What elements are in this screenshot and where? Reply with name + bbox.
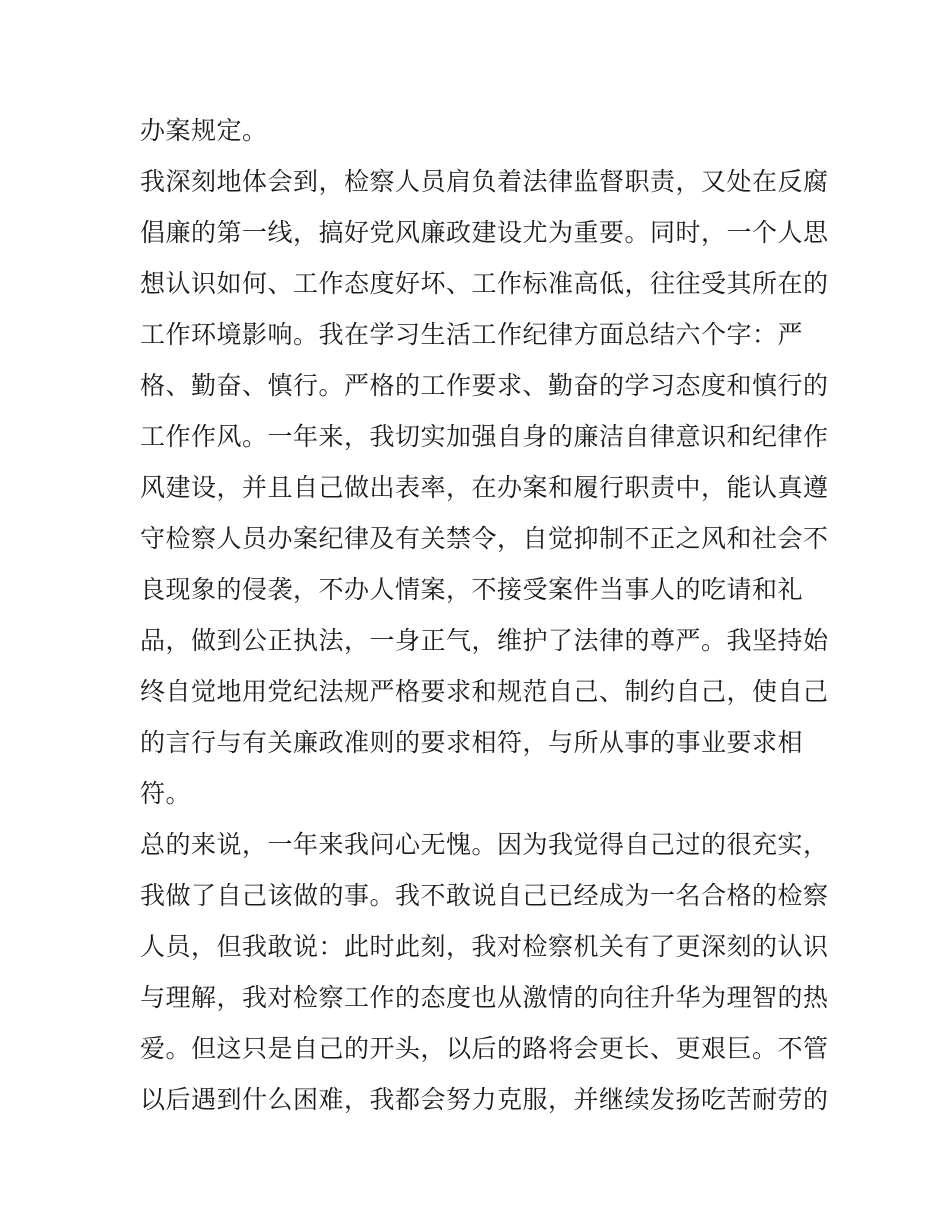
- text-line: 倡廉的第一线，搞好党风廉政建设尤为重要。同时，一个人思: [140, 218, 829, 247]
- text-line: 良现象的侵袭，不办人情案，不接受案件当事人的吃请和礼: [140, 575, 804, 604]
- text-line: 我做了自己该做的事。我不敢说自己已经成为一名合格的检察: [140, 881, 829, 910]
- text-line: 工作环境影响。我在学习生活工作纪律方面总结六个字：严: [140, 320, 804, 349]
- text-line: 终自觉地用党纪法规严格要求和规范自己、制约自己，使自己: [140, 677, 829, 706]
- text-line: 以后遇到什么困难，我都会努力克服，并继续发扬吃苦耐劳的: [140, 1085, 829, 1114]
- text-line: 工作作风。一年来，我切实加强自身的廉洁自律意识和纪律作: [140, 422, 829, 451]
- text-line: 与理解，我对检察工作的态度也从激情的向往升华为理智的热: [140, 983, 829, 1012]
- text-line: 爱。但这只是自己的开头，以后的路将会更长、更艰巨。不管: [140, 1034, 829, 1063]
- text-line: 符。: [140, 779, 192, 808]
- text-line: 的言行与有关廉政准则的要求相符，与所从事的事业要求相: [140, 728, 804, 757]
- text-line: 守检察人员办案纪律及有关禁令，自觉抑制不正之风和社会不: [140, 524, 829, 553]
- text-line: 总的来说，一年来我问心无愧。因为我觉得自己过的很充实，: [140, 830, 829, 859]
- text-line: 办案规定。: [140, 116, 268, 145]
- text-line: 人员，但我敢说：此时此刻，我对检察机关有了更深刻的认识: [140, 932, 829, 961]
- text-line: 风建设，并且自己做出表率，在办案和履行职责中，能认真遵: [140, 473, 829, 502]
- text-line: 想认识如何、工作态度好坏、工作标准高低，往往受其所在的: [140, 269, 829, 298]
- text-line: 品，做到公正执法，一身正气，维护了法律的尊严。我坚持始: [140, 626, 829, 655]
- document-body: [140, 105, 829, 1125]
- text-line: 我深刻地体会到，检察人员肩负着法律监督职责，又处在反腐: [140, 167, 829, 196]
- text-line: 格、勤奋、慎行。严格的工作要求、勤奋的学习态度和慎行的: [140, 371, 829, 400]
